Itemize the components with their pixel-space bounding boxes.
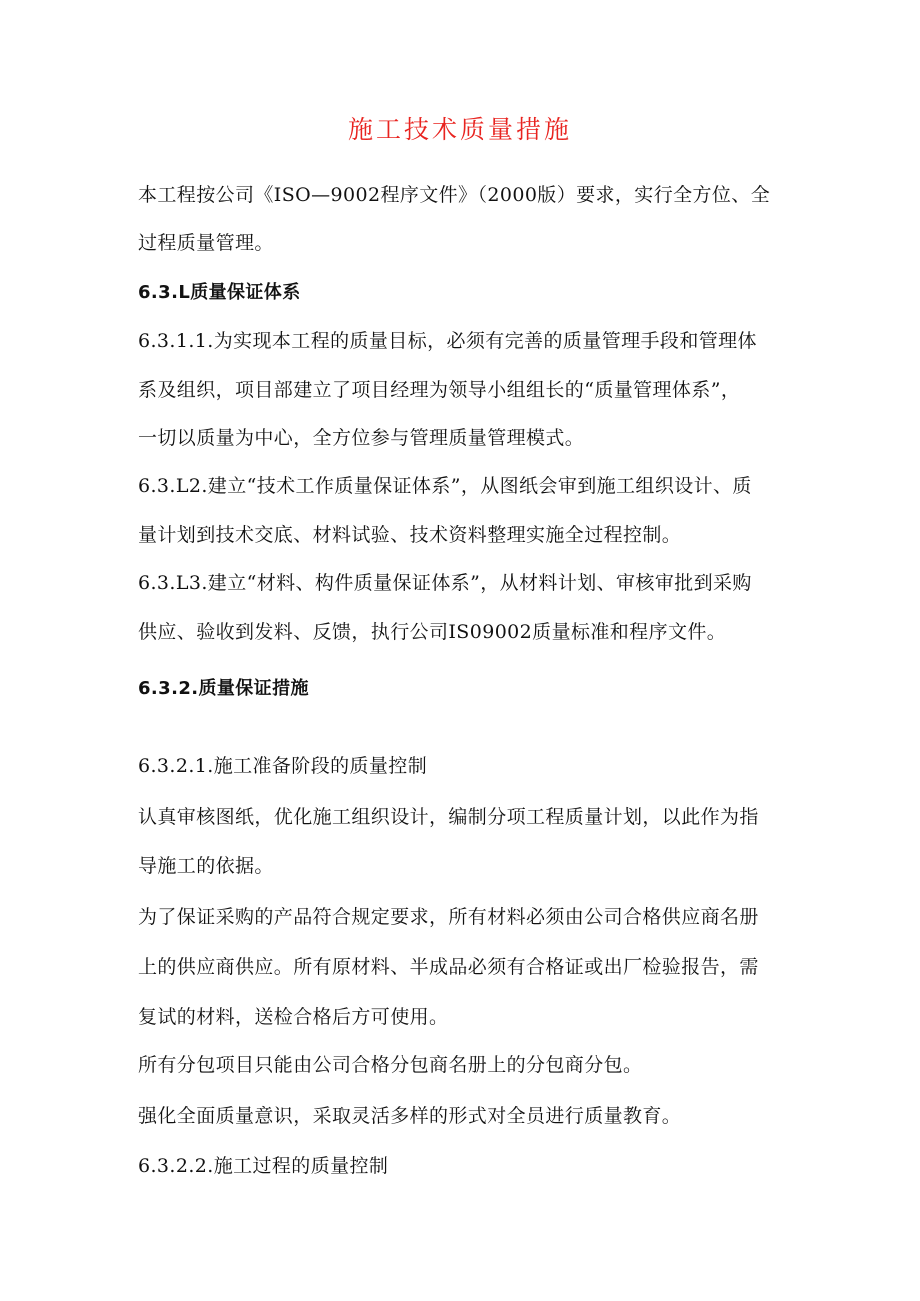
document-title: 施工技术质量措施 bbox=[347, 115, 572, 144]
section-heading-6-3-2: 6.3.2.质量保证措施 bbox=[138, 678, 309, 699]
paragraph-line: 上的供应商供应。所有原材料、半成品必须有合格证或出厂检验报告，需 bbox=[138, 956, 759, 978]
section-heading-6-3-1: 6.3.L质量保证体系 bbox=[138, 282, 301, 303]
paragraph-line: 复试的材料，送检合格后方可使用。 bbox=[138, 1006, 449, 1028]
paragraph-line: 量计划到技术交底、材料试验、技术资料整理实施全过程控制。 bbox=[138, 524, 682, 546]
paragraph-line: 认真审核图纸，优化施工组织设计，编制分项工程质量计划，以此作为指 bbox=[138, 806, 759, 828]
paragraph-line: 为了保证采购的产品符合规定要求，所有材料必须由公司合格供应商名册 bbox=[138, 906, 759, 928]
paragraph-line: 导施工的依据。 bbox=[138, 855, 274, 877]
paragraph-line: 一切以质量为中心，全方位参与管理质量管理模式。 bbox=[138, 427, 585, 449]
paragraph-line: 系及组织，项目部建立了项目经理为领导小组组长的“质量管理体系”， bbox=[138, 379, 741, 401]
paragraph-line: 强化全面质量意识，采取灵活多样的形式对全员进行质量教育。 bbox=[138, 1105, 682, 1127]
paragraph-line: 所有分包项目只能由公司合格分包商名册上的分包商分包。 bbox=[138, 1054, 643, 1076]
paragraph-line: 6.3.L2.建立“技术工作质量保证体系”，从图纸会审到施工组织设计、质 bbox=[138, 475, 752, 497]
paragraph-line: 6.3.L3.建立“材料、构件质量保证体系”，从材料计划、审核审批到采购 bbox=[138, 572, 752, 594]
subsection-heading-6-3-2-2: 6.3.2.2.施工过程的质量控制 bbox=[138, 1155, 389, 1177]
paragraph-line: 本工程按公司《ISO—9002程序文件》（2000版）要求，实行全方位、全 bbox=[138, 184, 771, 206]
paragraph-line: 供应、验收到发料、反馈，执行公司IS09002质量标准和程序文件。 bbox=[138, 621, 727, 643]
paragraph-line: 6.3.1.1.为实现本工程的质量目标，必须有完善的质量管理手段和管理体 bbox=[138, 330, 757, 352]
subsection-heading-6-3-2-1: 6.3.2.1.施工准备阶段的质量控制 bbox=[138, 755, 428, 777]
paragraph-line: 过程质量管理。 bbox=[138, 232, 274, 254]
